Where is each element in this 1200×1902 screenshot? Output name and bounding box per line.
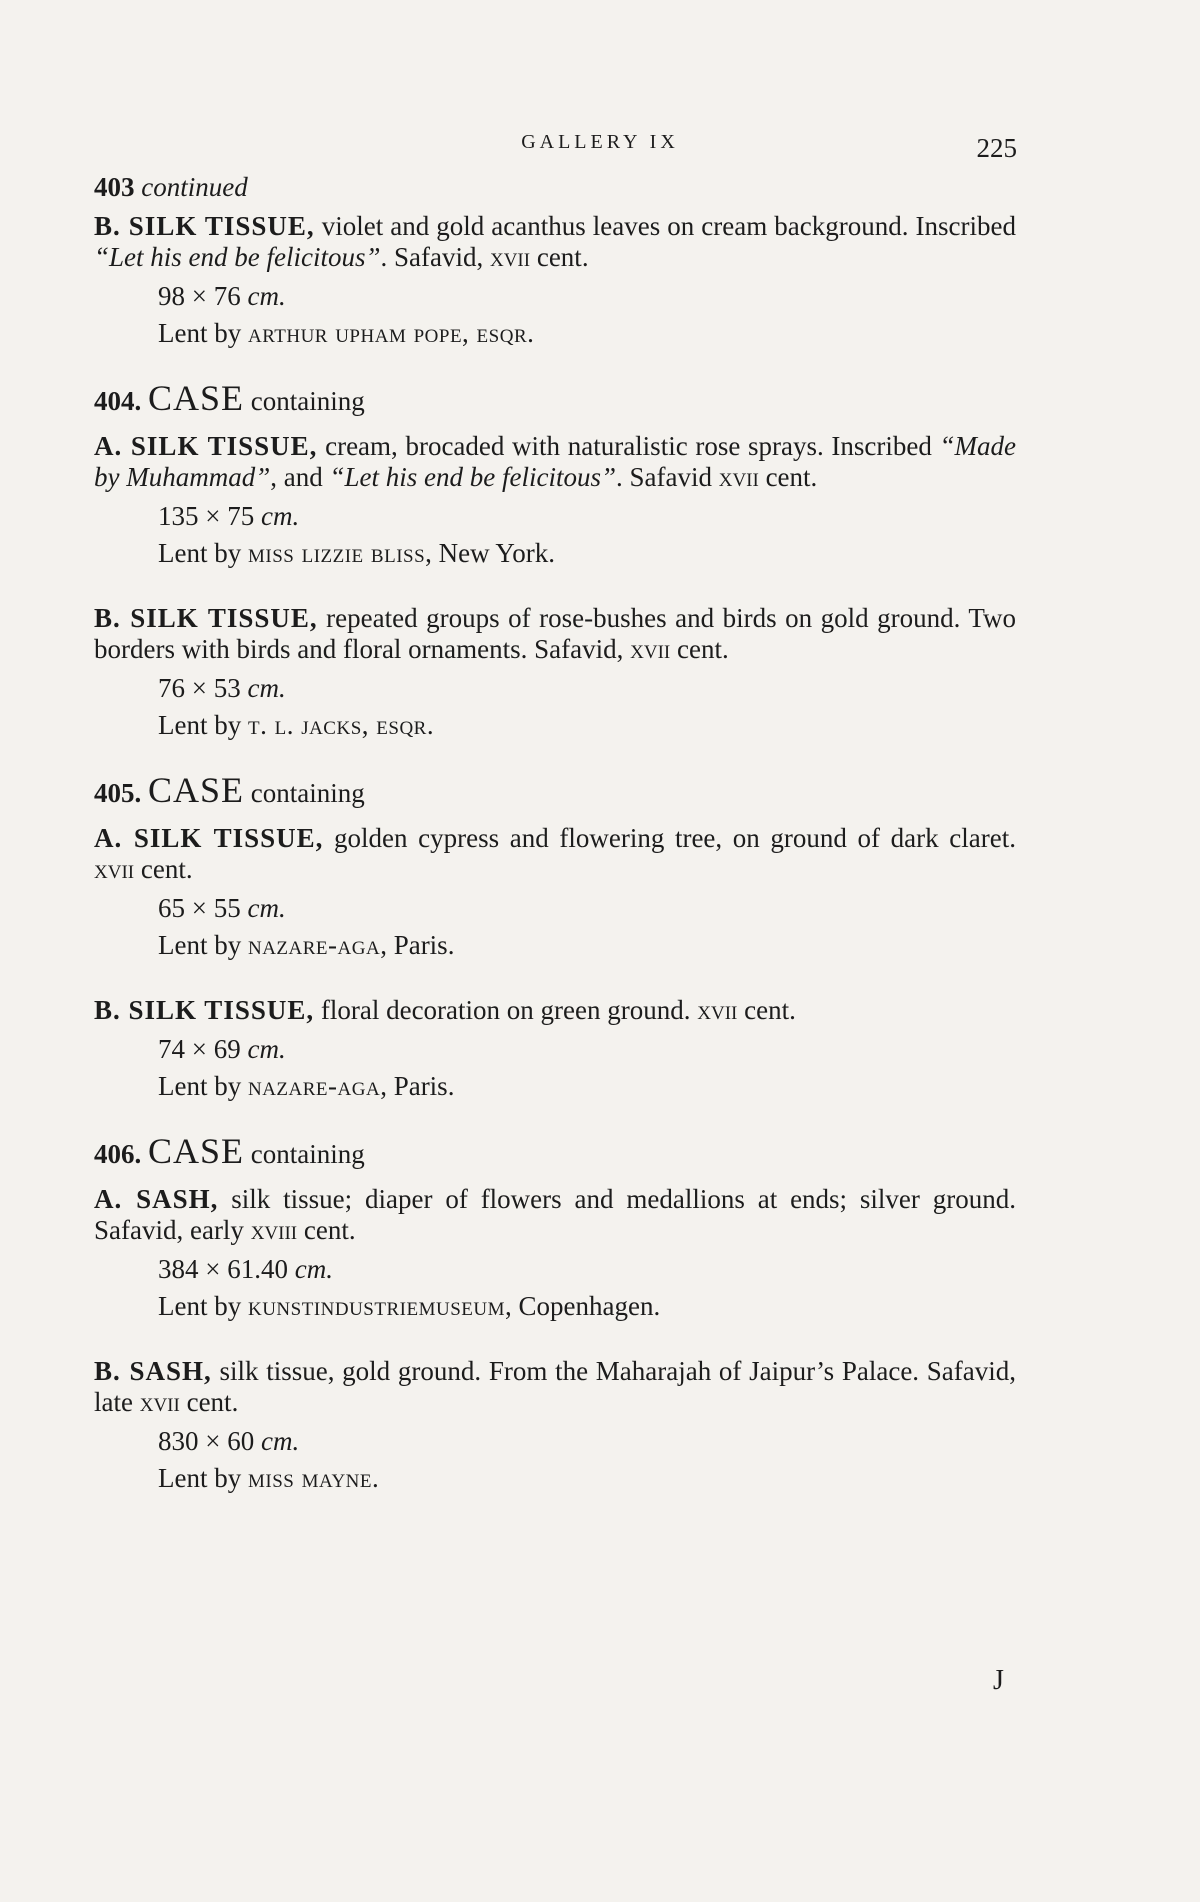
lent-prefix: Lent by — [158, 1463, 248, 1493]
description-text: silk tissue, gold ground. From the Maharajah of Jaipur’s Palace. Safavid, late — [94, 1356, 1016, 1417]
dimension-value: 135 × 75 — [158, 501, 255, 531]
description-text: cent. — [737, 995, 796, 1025]
lender-line — [158, 538, 1016, 569]
dimension-value: 384 × 61.40 — [158, 1254, 288, 1284]
item-description — [94, 603, 1016, 665]
item-description — [94, 995, 1016, 1026]
item-404-b — [94, 603, 1016, 741]
entry-number: 403 — [94, 172, 135, 202]
lender-line — [158, 1071, 1016, 1102]
item-description — [94, 431, 1016, 493]
description-text: golden cypress and flowering tree, on ground of dark claret. — [323, 823, 1016, 853]
item-403-b — [94, 211, 1016, 349]
description-text: cream, brocaded with naturalistic rose sprays. Inscribed — [317, 431, 940, 461]
dimensions — [158, 1034, 1016, 1065]
century: xvii — [697, 995, 738, 1025]
continued-heading — [94, 172, 1016, 203]
description-text: cent. — [758, 462, 818, 492]
century: xvii — [94, 854, 135, 884]
case-word: CASE — [148, 1131, 245, 1171]
catalogue-content — [94, 172, 1016, 1494]
dimensions — [158, 501, 1016, 532]
lent-prefix: Lent by — [158, 318, 248, 348]
item-description — [94, 1184, 1016, 1246]
inscription: “Made by Muhammad” — [94, 431, 1017, 492]
lender-name: miss lizzie bliss — [247, 538, 426, 568]
lender-name: t. l. jacks, esqr. — [247, 710, 435, 740]
dimension-value: 830 × 60 — [158, 1426, 255, 1456]
item-description — [94, 211, 1016, 273]
lent-prefix: Lent by — [158, 930, 248, 960]
dimensions — [158, 1426, 1016, 1457]
dimensions — [158, 673, 1016, 704]
item-406-a — [94, 1184, 1016, 1322]
lender-location: , Copenhagen. — [505, 1291, 661, 1321]
item-label: A. SASH, — [94, 1184, 219, 1214]
lender-location: , Paris. — [380, 1071, 455, 1101]
dimension-unit: cm. — [260, 501, 300, 531]
dimension-value: 74 × 69 — [158, 1034, 241, 1064]
description-text: violet and gold acanthus leaves on cream background. Inscribed — [314, 211, 1016, 241]
lender-line — [158, 1291, 1016, 1322]
item-label: B. SILK TISSUE, — [94, 211, 315, 241]
case-heading-405 — [94, 769, 1016, 811]
item-405-a — [94, 823, 1016, 961]
description-text: floral decoration on green ground. — [314, 995, 698, 1025]
lender-location: , Paris. — [380, 930, 455, 960]
case-number: 405. — [94, 778, 142, 808]
item-405-b — [94, 995, 1016, 1102]
inscription: “Let his end be felicitous” — [94, 242, 381, 272]
dimension-unit: cm. — [247, 1034, 286, 1064]
item-404-a — [94, 431, 1016, 569]
dimension-unit: cm. — [247, 893, 286, 923]
lent-prefix: Lent by — [158, 1071, 248, 1101]
century: xvii — [718, 462, 759, 492]
lender-line — [158, 1463, 1016, 1494]
lender-name: kunstindustriemuseum — [247, 1291, 505, 1321]
case-rest: containing — [244, 1139, 365, 1169]
case-heading-404 — [94, 377, 1016, 419]
signature-mark: J — [993, 1665, 1004, 1696]
case-rest: containing — [244, 778, 365, 808]
dimension-value: 98 × 76 — [158, 281, 241, 311]
page-header — [0, 131, 1200, 161]
case-number: 406. — [94, 1139, 142, 1169]
lent-prefix: Lent by — [158, 538, 248, 568]
lender-name: nazare-aga — [247, 1071, 381, 1101]
item-description — [94, 1356, 1016, 1418]
dimensions — [158, 893, 1016, 924]
description-text: cent. — [134, 854, 193, 884]
description-text: cent. — [179, 1387, 239, 1417]
case-rest: containing — [244, 386, 365, 416]
description-text: cent. — [297, 1215, 356, 1245]
lender-name: nazare-aga — [247, 930, 381, 960]
item-label: B. SILK TISSUE, — [94, 995, 315, 1025]
dimension-unit: cm. — [260, 1426, 300, 1456]
page-number: 225 — [976, 133, 1017, 163]
case-word: CASE — [148, 378, 245, 418]
lender-line — [158, 710, 1016, 741]
dimensions — [158, 1254, 1016, 1285]
item-label: B. SILK TISSUE, — [94, 603, 318, 633]
item-label: A. SILK TISSUE, — [94, 823, 324, 853]
dimension-unit: cm. — [247, 673, 286, 703]
case-number: 404. — [94, 386, 142, 416]
item-label: B. SASH, — [94, 1356, 212, 1386]
continued-word: continued — [141, 172, 248, 202]
dimension-unit: cm. — [247, 281, 286, 311]
lender-location: , New York. — [425, 538, 555, 568]
century: xvii — [139, 1387, 180, 1417]
case-heading-406 — [94, 1130, 1016, 1172]
item-label: A. SILK TISSUE, — [94, 431, 318, 461]
description-text: cent. — [530, 242, 589, 272]
description-text: . Safavid, — [380, 242, 490, 272]
lender-line — [158, 930, 1016, 961]
lender-line — [158, 318, 1016, 349]
lent-prefix: Lent by — [158, 1291, 248, 1321]
century: xviii — [250, 1215, 298, 1245]
dimension-value: 65 × 55 — [158, 893, 241, 923]
dimension-unit: cm. — [294, 1254, 333, 1284]
description-text: , and — [270, 462, 330, 492]
description-text: . Safavid — [615, 462, 719, 492]
dimensions — [158, 281, 1016, 312]
inscription: “Let his end be felicitous” — [329, 462, 616, 492]
description-text: cent. — [670, 634, 729, 664]
case-word: CASE — [148, 770, 245, 810]
lender-name: miss mayne. — [247, 1463, 380, 1493]
lender-name: arthur upham pope, esqr. — [247, 318, 535, 348]
item-description — [94, 823, 1016, 885]
lent-prefix: Lent by — [158, 710, 248, 740]
century: xvii — [489, 242, 531, 272]
dimension-value: 76 × 53 — [158, 673, 241, 703]
century: xvii — [630, 634, 671, 664]
item-406-b — [94, 1356, 1016, 1494]
description-text: silk tissue; diaper of flowers and medallions at ends; silver ground. Safavid, early — [94, 1184, 1017, 1245]
description-text: repeated groups of rose-bushes and birds on gold ground. Two borders with birds and floral ornaments. Safavid, — [94, 603, 1016, 664]
running-head: GALLERY IX — [521, 131, 679, 153]
